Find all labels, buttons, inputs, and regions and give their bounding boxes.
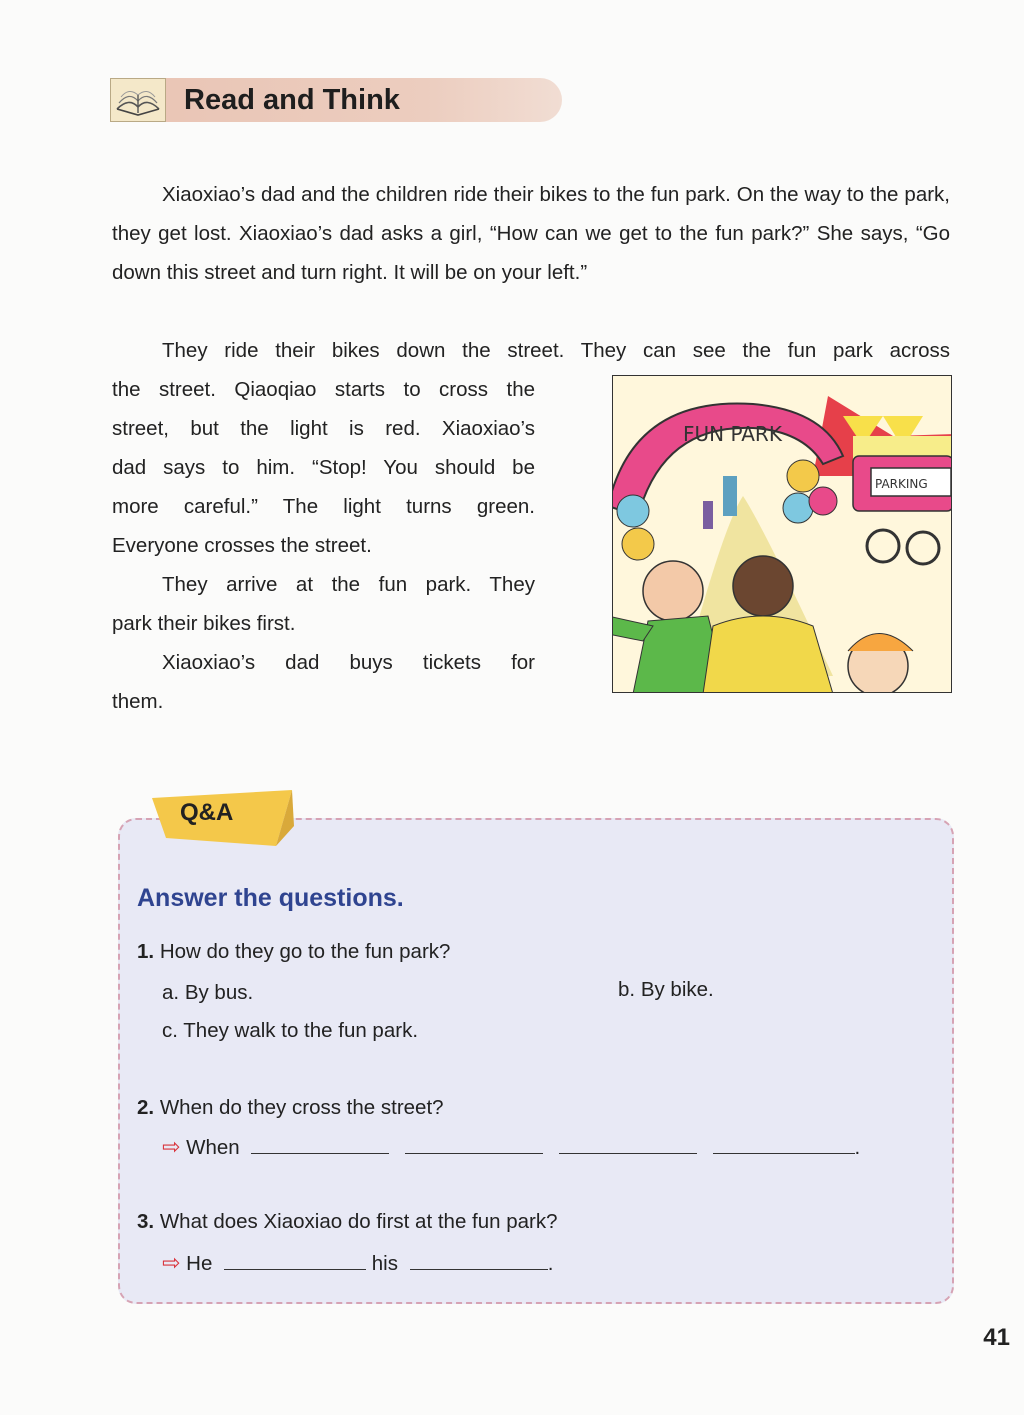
period: . — [854, 1136, 861, 1159]
open-book-icon — [110, 78, 166, 122]
text-line: more careful.” The light turns green. — [112, 495, 535, 518]
arrow-icon: ⇨ — [162, 1134, 181, 1159]
parking-sign-text: PARKING — [875, 477, 928, 491]
page-number: 41 — [983, 1324, 1010, 1351]
answer-line-3 — [162, 1250, 553, 1276]
option-text: By bike. — [640, 978, 714, 1001]
question-text: What does Xiaoxiao do first at the fun park? — [159, 1210, 558, 1233]
answer-start: When — [186, 1136, 240, 1159]
answer-blank[interactable] — [405, 1135, 543, 1154]
option-c — [162, 1019, 418, 1043]
answer-mid: his — [371, 1252, 398, 1275]
qa-section-title: Answer the questions. — [137, 884, 404, 912]
answer-blank[interactable] — [559, 1135, 697, 1154]
text-line: park their bikes first. — [112, 612, 296, 635]
text-line: dad says to him. “Stop! You should be — [112, 456, 535, 479]
question-2 — [137, 1096, 444, 1120]
page-title: Read and Think — [184, 84, 400, 116]
question-number: 3. — [137, 1210, 155, 1233]
text-line: Everyone crosses the street. — [112, 534, 372, 557]
text-line: them. — [112, 690, 164, 713]
option-letter: c. — [162, 1019, 178, 1042]
fun-park-illustration — [612, 375, 952, 693]
paragraph-2-first-line: They ride their bikes down the street. They can see the fun park across — [162, 339, 950, 362]
answer-blank[interactable] — [713, 1135, 855, 1154]
answer-start: He — [186, 1252, 213, 1275]
question-number: 2. — [137, 1096, 155, 1119]
option-letter: a. — [162, 981, 180, 1004]
paragraph-2-wrapped — [112, 370, 535, 721]
paragraph-4: Xiaoxiao’s dad buys tickets for — [162, 651, 535, 674]
option-letter: b. — [618, 978, 636, 1001]
text-line: the street. Qiaoqiao starts to cross the — [112, 378, 535, 401]
reading-passage — [112, 175, 950, 292]
question-number: 1. — [137, 940, 155, 963]
option-a — [162, 981, 253, 1005]
option-b — [618, 978, 714, 1002]
option-text: By bus. — [184, 981, 254, 1004]
paragraph-3: They arrive at the fun park. They — [162, 573, 535, 596]
answer-blank[interactable] — [224, 1251, 366, 1270]
question-text: When do they cross the street? — [159, 1096, 444, 1119]
paragraph-1: Xiaoxiao’s dad and the children ride their bikes to the fun park. On the way to the park, they get lost. Xiaoxiao’s dad asks a girl, “How can we get to the fun park?” She says, “Go down this street and turn right. It will be on your left.” — [112, 183, 950, 284]
question-text: How do they go to the fun park? — [159, 940, 451, 963]
period: . — [547, 1252, 554, 1275]
arrow-icon: ⇨ — [162, 1250, 181, 1275]
qa-tag-label: Q&A — [180, 799, 234, 826]
question-1 — [137, 940, 450, 964]
arch-sign-text: FUN PARK — [683, 422, 782, 446]
answer-line-2 — [162, 1134, 882, 1160]
answer-blank[interactable] — [251, 1135, 389, 1154]
text-line: street, but the light is red. Xiaoxiao’s — [112, 417, 535, 440]
question-3 — [137, 1210, 558, 1234]
answer-blank[interactable] — [410, 1251, 548, 1270]
option-text: They walk to the fun park. — [183, 1019, 419, 1042]
